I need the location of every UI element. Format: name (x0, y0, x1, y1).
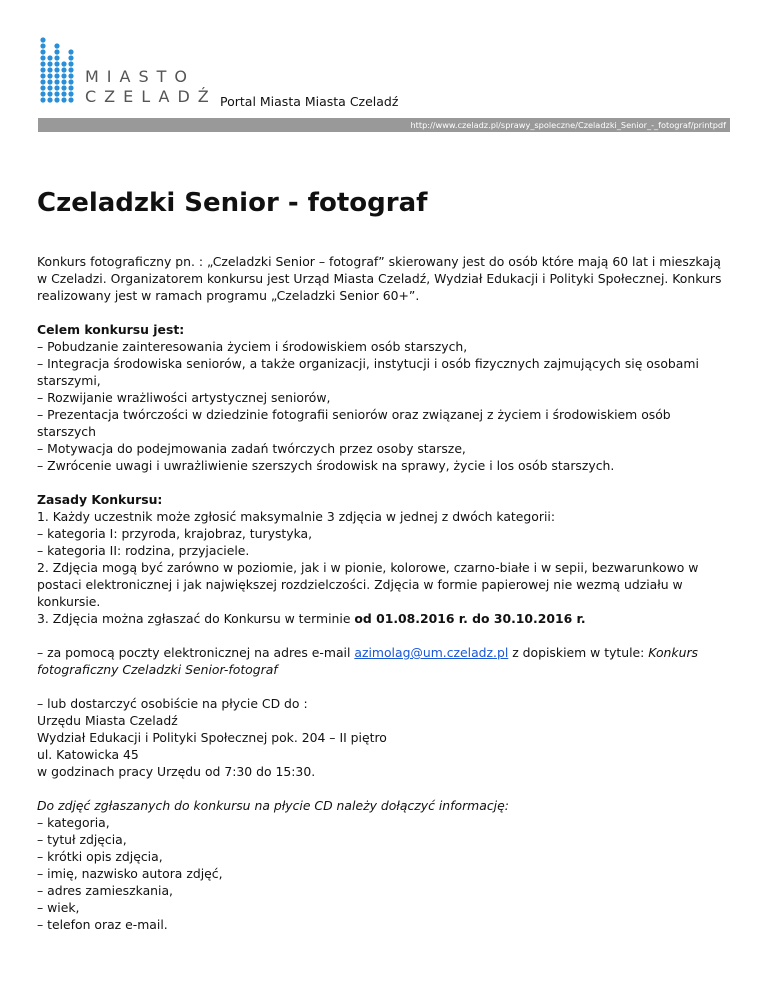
cd-line: – lub dostarczyć osobiście na płycie CD do : (37, 696, 308, 711)
rule-item: – kategoria II: rodzina, przyjaciele. (37, 543, 250, 558)
info-item: – adres zamieszkania, (37, 883, 174, 898)
info-item: – telefon oraz e-mail. (37, 917, 168, 932)
logo-line-1: MIASTO (85, 67, 195, 86)
rules-section (37, 491, 731, 627)
url-bar: http://www.czeladz.pl/sprawy_spoleczne/Czeladzki_Senior_-_fotograf/printpdf (38, 118, 730, 132)
info-section (37, 797, 731, 933)
logo-wordmark (85, 67, 217, 107)
email-subject: Konkurs fotograficzny Czeladzki Senior-fotograf (37, 645, 698, 677)
intro-paragraph: Konkurs fotograficzny pn. : „Czeladzki Senior – fotograf” skierowany jest do osób które mają 60 lat i mieszkają w Czeladzi. Organizatorem konkursu jest Urząd Miasta Czeladź, Wydział Edukacji i Polityki Społecznej. Konkurs realizowany jest w ramach programu „Czeladzki Senior 60+”. (37, 254, 722, 303)
info-item: – tytuł zdjęcia, (37, 832, 127, 847)
email-link[interactable]: azimolag@um.czeladz.pl (354, 645, 509, 660)
logo-line-2: CZELADŹ (85, 87, 217, 106)
cd-line: w godzinach pracy Urzędu od 7:30 do 15:30. (37, 764, 316, 779)
cd-line: Wydział Edukacji i Polityki Społecznej pok. 204 – II piętro (37, 730, 387, 745)
goals-heading: Celem konkursu jest: (37, 322, 185, 337)
email-pre: – za pomocą poczty elektronicznej na adres e-mail (37, 645, 355, 660)
email-post: z dopiskiem w tytule: (508, 645, 649, 660)
article (37, 186, 731, 950)
info-item: – kategoria, (37, 815, 110, 830)
goal-item: – Integracja środowiska seniorów, a także organizacji, instytucji i osób fizycznych zajmujących się osobami starszymi, (37, 356, 699, 388)
goal-item: – Prezentacja twórczości w dziedzinie fotografii seniorów oraz związanej z życiem i środowiskiem osób starszych (37, 407, 671, 439)
page-title: Czeladzki Senior - fotograf (37, 188, 428, 218)
goals-section (37, 321, 731, 474)
city-logo-icon (38, 36, 78, 106)
deadline-dates: od 01.08.2016 r. do 30.10.2016 r. (354, 611, 586, 626)
info-heading: Do zdjęć zgłaszanych do konkursu na płycie CD należy dołączyć informację: (37, 798, 509, 813)
rule-item: – kategoria I: przyroda, krajobraz, turystyka, (37, 526, 313, 541)
rules-heading: Zasady Konkursu: (37, 492, 163, 507)
goal-item: – Motywacja do podejmowania zadań twórczych przez osoby starsze, (37, 441, 466, 456)
info-item: – wiek, (37, 900, 80, 915)
goal-item: – Zwrócenie uwagi i uwrażliwienie szerszych środowisk na sprawy, życie i los osób starszych. (37, 458, 615, 473)
rule-item: 2. Zdjęcia mogą być zarówno w poziomie, jak i w pionie, kolorowe, czarno-białe i w sepii, bezwarunkowo w postaci elektronicznej i jak największej rozdzielczości. Zdjęcia w formie papierowej nie wezmą udziału w konkursie. (37, 560, 699, 609)
info-item: – imię, nazwisko autora zdjęć, (37, 866, 223, 881)
cd-line: ul. Katowicka 45 (37, 747, 139, 762)
goal-item: – Pobudzanie zainteresowania życiem i środowiskiem osób starszych, (37, 339, 468, 354)
info-item: – krótki opis zdjęcia, (37, 849, 163, 864)
portal-name: Portal Miasta Miasta Czeladź (220, 94, 399, 109)
rule-item-deadline (37, 610, 731, 627)
cd-line: Urzędu Miasta Czeladź (37, 713, 178, 728)
rule-item: 1. Każdy uczestnik może zgłosić maksymalnie 3 zdjęcia w jednej z dwóch kategorii: (37, 509, 556, 524)
goal-item: – Rozwijanie wrażliwości artystycznej seniorów, (37, 390, 331, 405)
rule3-text: 3. Zdjęcia można zgłaszać do Konkursu w terminie (37, 611, 355, 626)
page-header (38, 36, 730, 118)
cd-delivery-paragraph (37, 695, 731, 780)
email-paragraph (37, 644, 731, 678)
